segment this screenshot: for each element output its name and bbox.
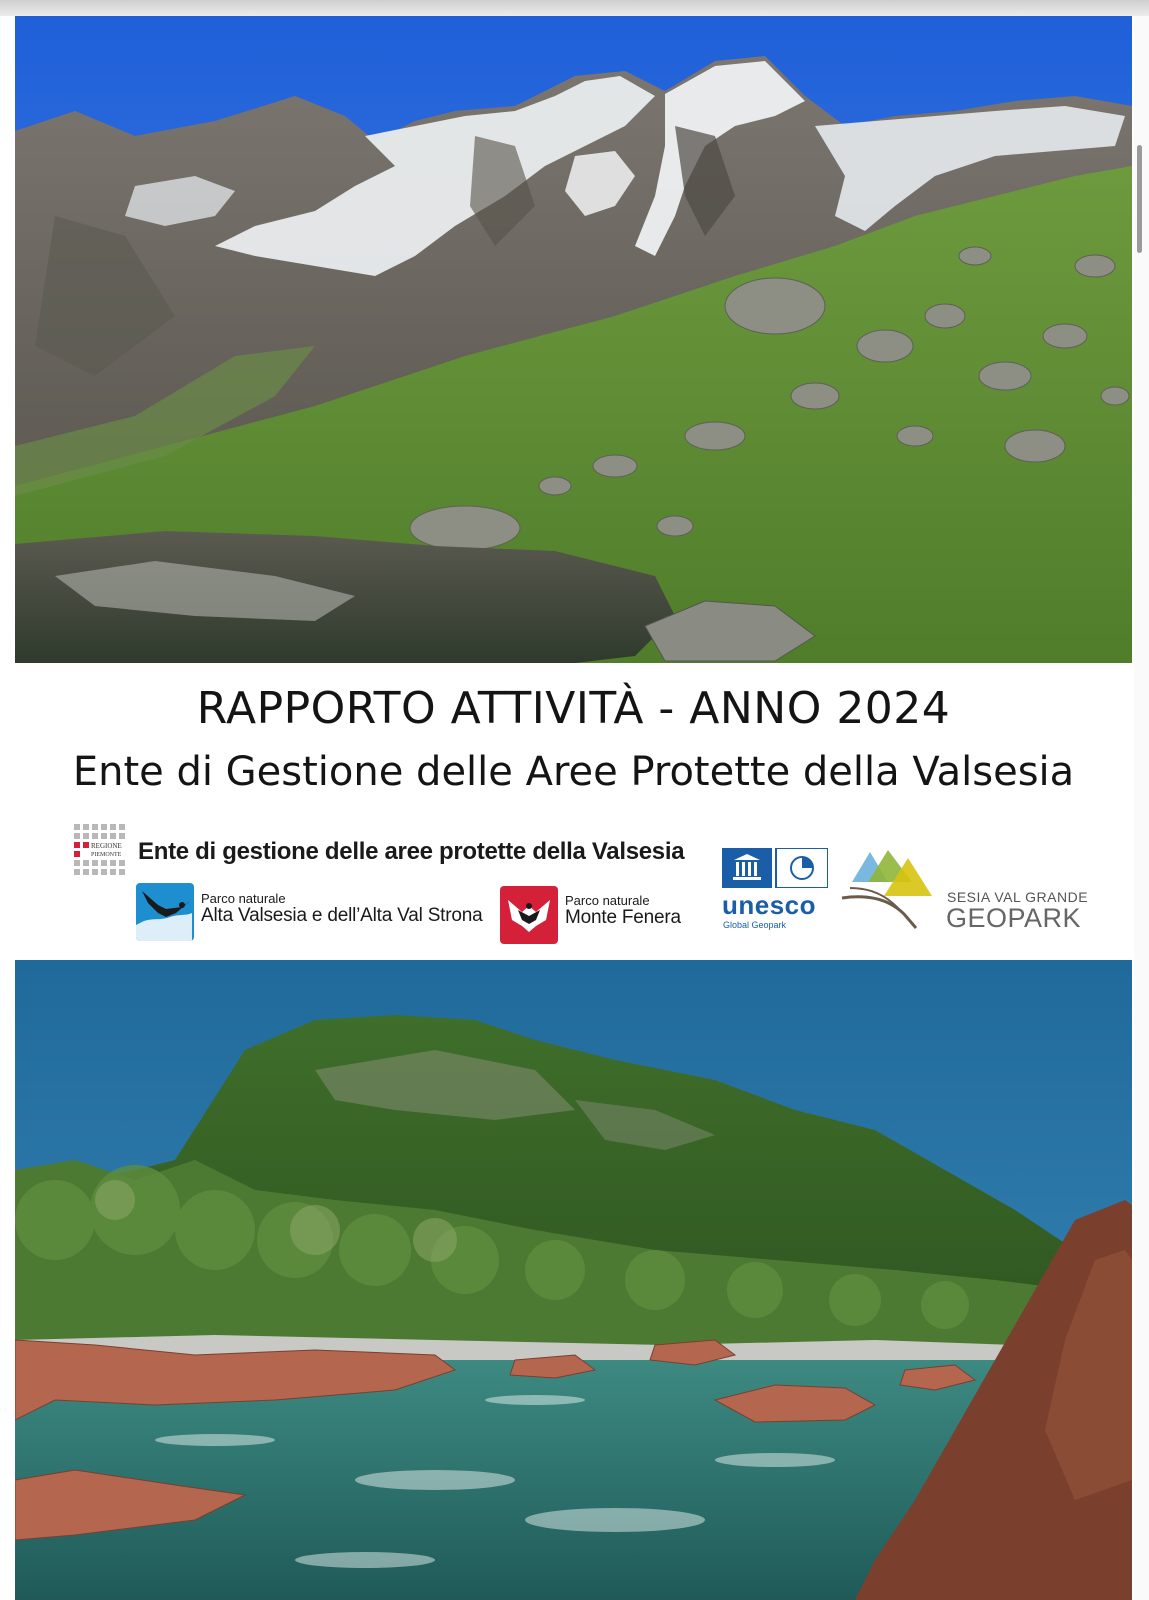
svg-text:PIEMONTE: PIEMONTE: [91, 852, 122, 858]
alta-valsesia-small: Parco naturale: [201, 891, 286, 906]
unesco-wordmark: unesco: [722, 890, 817, 920]
bottom-river-photo: [15, 960, 1132, 1600]
scrollbar-thumb[interactable]: [1137, 145, 1142, 253]
report-title: RAPPORTO ATTIVITÀ - ANNO 2024: [196, 683, 951, 734]
scrollbar-track[interactable]: [1134, 16, 1149, 1600]
alta-valsesia-logo: [136, 883, 194, 941]
document-page: [15, 16, 1132, 1600]
eagle-icon: [136, 883, 194, 941]
unesco-subtitle: Global Geopark: [723, 920, 787, 930]
top-mountain-photo: [15, 16, 1132, 663]
bird-icon: [500, 886, 558, 944]
title-band: [15, 663, 1132, 960]
report-subtitle: Ente di Gestione delle Aree Protette della Valsesia: [72, 749, 1075, 795]
browser-top-bar: [0, 0, 1149, 16]
geopark-line2: GEOPARK: [946, 903, 1082, 933]
regione-piemonte-logo: [74, 824, 132, 882]
monte-fenera-small: Parco naturale: [565, 893, 650, 908]
alta-valsesia-name: Alta Valsesia e dell’Alta Val Strona: [201, 905, 483, 926]
monte-fenera-name: Monte Fenera: [565, 907, 681, 928]
geopark-logo-mark: [840, 848, 940, 930]
ente-name: Ente di gestione delle aree protette della Valsesia: [138, 838, 685, 865]
svg-text:REGIONE: REGIONE: [91, 842, 122, 850]
monte-fenera-logo: [500, 886, 558, 944]
logos-row: [15, 818, 1132, 953]
geopark-line1: SESIA VAL GRANDE: [947, 889, 1089, 905]
unesco-emblem: [722, 848, 828, 888]
